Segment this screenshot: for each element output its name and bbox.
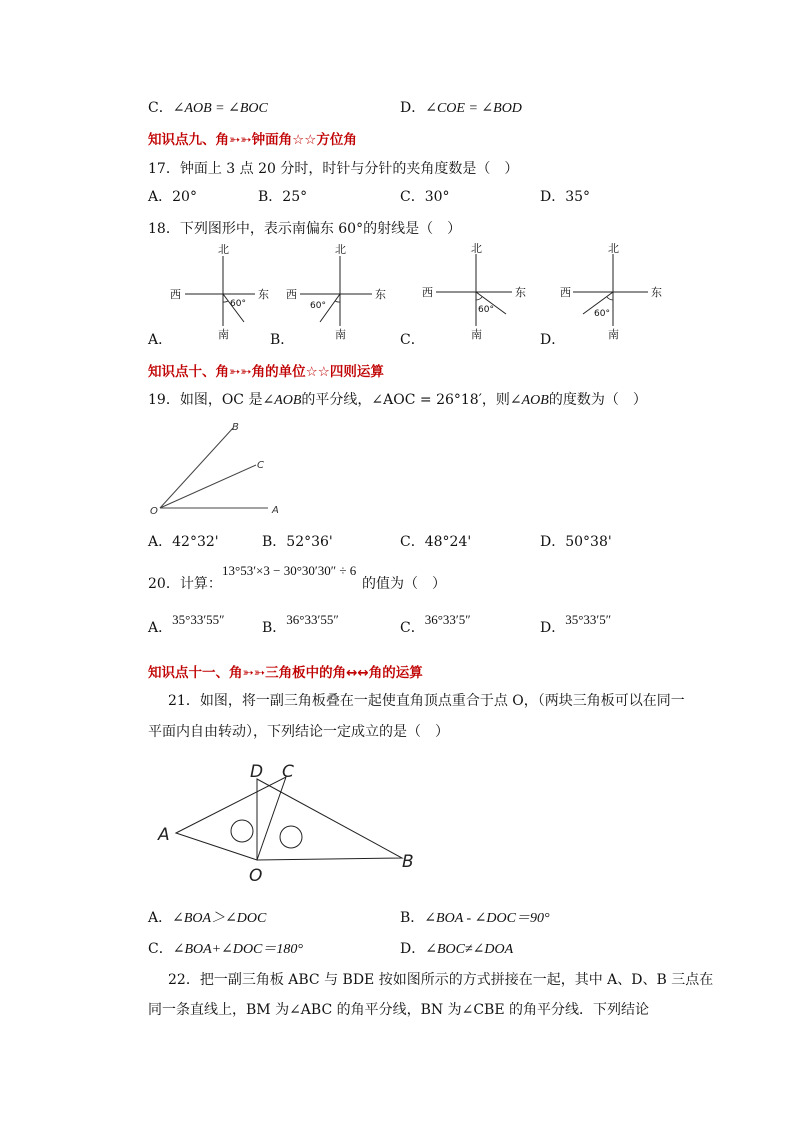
west-label-b: 西 <box>286 288 297 301</box>
question-22-line1: 22．把一副三角板 ABC 与 BDE 按如图所示的方式拼接在一起，其中 A、D、B 三点在 <box>168 972 714 988</box>
north-label-b: 北 <box>335 243 346 256</box>
east-label-c: 东 <box>515 286 526 299</box>
option-text: ∠AOB = ∠BOC <box>172 101 268 116</box>
west-label-c: 西 <box>422 286 433 299</box>
question-21-stem-line2: 平面内自由转动），下列结论一定成立的是（ ） <box>148 724 449 740</box>
q21-option-a: A．∠BOA＞∠DOC <box>148 910 267 926</box>
q21-triangle-figure <box>150 755 430 890</box>
south-label-b: 南 <box>335 328 346 341</box>
point-o-label: O <box>150 506 158 517</box>
q21-option-b: B．∠BOA - ∠DOC＝90° <box>400 910 550 926</box>
question-18-stem: 18．下列图形中，表示南偏东 60°的射线是（ ） <box>148 221 462 237</box>
angle-label-d: 60° <box>594 309 610 319</box>
section-heading-9: 知识点九、角➳➳钟面角☆☆方位角 <box>148 132 357 148</box>
point-d-label: D <box>250 762 264 782</box>
angle-label-b: 60° <box>310 301 326 311</box>
q16-option-d <box>400 97 522 117</box>
option-text: ∠COE = ∠BOD <box>425 101 522 116</box>
east-label-b: 东 <box>375 288 386 301</box>
point-a-label: A <box>272 505 279 516</box>
north-label-a: 北 <box>218 243 229 256</box>
south-label-d: 南 <box>608 328 619 341</box>
q18-option-a: A． <box>148 332 173 348</box>
q17-option-d: D．35° <box>540 189 591 205</box>
question-20-stem-suffix: 的值为（ ） <box>362 576 446 592</box>
q20-option-b: B．36°33′55″ <box>262 612 339 636</box>
point-c-label: C <box>257 460 264 471</box>
angle-label-a: 60° <box>230 299 246 309</box>
q19-option-c: C．48°24' <box>400 534 472 550</box>
q19-option-a: A．42°32' <box>148 534 219 550</box>
point-c-label: C <box>282 762 294 782</box>
question-20-expression: 13°53′×3 − 30°30′30″ ÷ 6 <box>222 563 357 578</box>
q19-option-d: D．50°38' <box>540 534 612 550</box>
q18-option-d: D． <box>540 332 566 348</box>
west-label-d: 西 <box>560 286 571 299</box>
east-label-d: 东 <box>651 286 662 299</box>
north-label-c: 北 <box>471 242 482 255</box>
q21-option-d: D．∠BOC≠∠DOA <box>400 941 514 957</box>
point-b-label: B <box>232 422 239 433</box>
section-heading-11: 知识点十一、角➳➳三角板中的角↔↔角的运算 <box>148 665 423 681</box>
q18-option-b: B． <box>270 332 295 348</box>
point-b-label: B <box>402 852 414 872</box>
q16-option-c <box>148 97 268 117</box>
q19-angle-figure <box>148 420 288 520</box>
west-label-a: 西 <box>170 288 181 301</box>
q20-option-a: A．35°33′55″ <box>148 612 225 636</box>
q17-option-a: A．20° <box>148 189 197 205</box>
q20-option-d: D．35°33′5″ <box>540 612 612 636</box>
q18-compass-figures <box>160 242 680 342</box>
option-letter: C． <box>148 100 173 116</box>
question-20-stem-prefix: 20．计算： <box>148 576 222 592</box>
q21-option-c: C．∠BOA+∠DOC＝180° <box>148 941 303 957</box>
q20-option-c: C．36°33′5″ <box>400 612 471 636</box>
point-a-label: A <box>158 825 170 845</box>
q17-option-c: C．30° <box>400 189 450 205</box>
q18-option-c: C． <box>400 332 425 348</box>
south-label-c: 南 <box>471 328 482 341</box>
angle-label-c: 60° <box>478 305 494 315</box>
point-o-label: O <box>249 866 263 886</box>
question-17-stem: 17．钟面上 3 点 20 分时，时针与分针的夹角度数是（ ） <box>148 161 519 177</box>
option-letter: D． <box>400 100 426 116</box>
north-label-d: 北 <box>608 242 619 255</box>
question-21-stem-line1: 21．如图，将一副三角板叠在一起使直角顶点重合于点 O，（两块三角板可以在同一 <box>168 693 685 709</box>
q19-option-b: B．52°36' <box>262 534 333 550</box>
question-19-stem: 19．如图，OC 是∠AOB的平分线，∠AOC = 26°18′，则∠AOB的度数为（ ） <box>148 392 647 408</box>
question-22-line2: 同一条直线上，BM 为∠ABC 的角平分线，BN 为∠CBE 的角平分线．下列结论 <box>148 1002 650 1018</box>
section-heading-10: 知识点十、角➳➳角的单位☆☆四则运算 <box>148 364 384 380</box>
q17-option-b: B．25° <box>258 189 308 205</box>
east-label-a: 东 <box>258 288 269 301</box>
south-label-a: 南 <box>218 328 229 341</box>
